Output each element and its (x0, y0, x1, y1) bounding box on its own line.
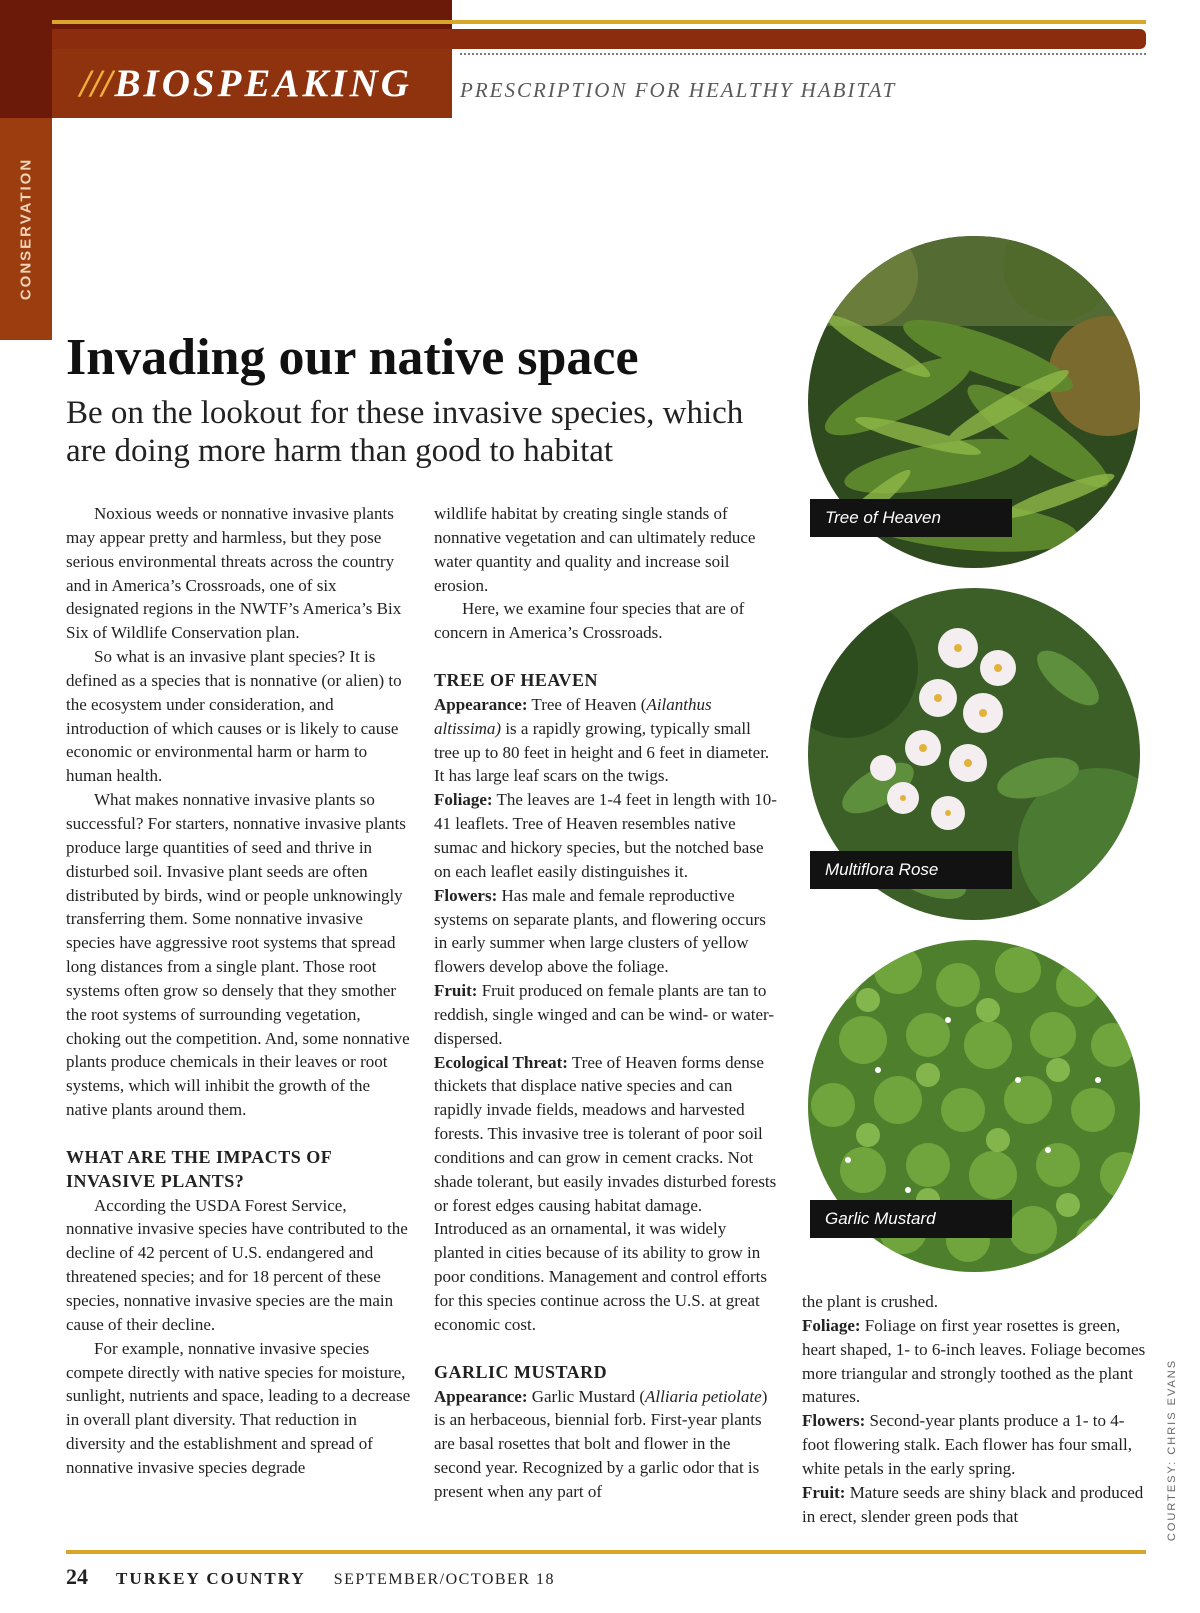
issue-date: SEPTEMBER/OCTOBER 18 (333, 1571, 555, 1588)
field-text: is a rapidly growing, typically small tree up to 80 feet in height and 6 feet in diameter. It has large leaf scars on the twigs. (434, 718, 770, 786)
section-banner (52, 49, 452, 118)
header-gold-rule (52, 20, 1146, 24)
field-text: ) is an herbaceous, biennial forb. First-year plants are basal rosettes that bolt and flower in the second year. Recognized by a garlic odor that is present when any part of (434, 1386, 768, 1501)
article-column-2 (434, 502, 779, 1504)
field-text: Garlic Mustard ( (527, 1386, 646, 1406)
paragraph: So what is an invasive plant species? It is defined as a species that is nonnative (or alien) to the ecosystem under consideration, and introduction of which causes or is likely to cause economic or environmental harm or harm to human health. (66, 647, 402, 786)
field-text: Second-year plants produce a 1- to 4-foot flowering stalk. Each flower has four small, white petals in the early spring. (802, 1411, 1132, 1478)
photo-caption-multiflora-rose: Multiflora Rose (810, 851, 1012, 889)
paragraph: According the USDA Forest Service, nonnative invasive species have contributed to the decline of 42 percent of U.S. endangered and threatened species; and for 18 percent of these species, nonnative invasive species are the main cause of their decline. (66, 1195, 408, 1334)
scientific-name: Alliaria petiolate (645, 1386, 762, 1406)
footer-gold-rule (66, 1550, 1146, 1554)
paragraph: wildlife habitat by creating single stands of nonnative vegetation and can ultimately reduce water quantity and quality and increase soil erosion. (434, 504, 756, 595)
field-text: Has male and female reproductive systems on separate plants, and flowering occurs in early summer when large clusters of yellow flowers develop above the foliage. (434, 885, 766, 977)
paragraph: For example, nonnative invasive species compete directly with native species for moisture, sunlight, nutrients and space, leading to a decrease in overall plant diversity. That reduction in diversity and the establishment and spread of nonnative invasive species degrade (66, 1338, 411, 1477)
side-tab (0, 118, 52, 340)
field-text: Mature seeds are shiny black and produced in erect, slender green pods that (802, 1482, 1144, 1526)
gm-fruit (802, 1481, 1147, 1529)
field-label: Fruit: (434, 981, 478, 1001)
toh-foliage (434, 788, 779, 883)
field-text: Foliage on first year rosettes is green, heart shaped, 1- to 6-inch leaves. Foliage becomes more triangular and strongly toothed as the plant matures. (802, 1315, 1146, 1407)
field-label: Foliage: (434, 790, 493, 810)
field-label: Flowers: (434, 885, 498, 905)
paragraph: What makes nonnative invasive plants so successful? For starters, nonnative invasive plants produce large quantities of seed and thrive in disturbed soil. Invasive plant seeds are often distributed by birds, wind or people unknowingly transferring them. Some nonnative invasive species have aggressive root systems that spread long distances from a single plant. Those root systems often grow so densely that they smother the root systems of surrounding vegetation, choking out the competition. And, some nonnative plants produce chemicals in their leaves or root systems, which will inhibit the growth of the native plants around them. (66, 790, 410, 1120)
section-heading-impacts: WHAT ARE THE IMPACTS OF INVASIVE PLANTS? (66, 1146, 332, 1191)
field-label: Appearance: (434, 694, 528, 714)
gm-flowers (802, 1409, 1147, 1481)
article-column-3 (802, 1290, 1147, 1528)
field-label: Flowers: (802, 1411, 866, 1431)
article-deck: Be on the lookout for these invasive species, which are doing more harm than good to habitat (66, 395, 744, 469)
field-label: Fruit: (802, 1482, 846, 1502)
scientific-name: Ailanthus altissima) (434, 694, 712, 738)
photo-credit: COURTESY: CHRIS EVANS (1166, 1358, 1178, 1542)
toh-fruit (434, 979, 779, 1051)
toh-appearance (434, 693, 779, 788)
field-label: Ecological Threat: (434, 1052, 568, 1072)
page-number: 24 (66, 1564, 88, 1589)
paragraph: Here, we examine four species that are of concern in America’s Crossroads. (434, 599, 745, 643)
gm-foliage (802, 1314, 1147, 1409)
gm-appearance (434, 1385, 779, 1504)
magazine-name: TURKEY COUNTRY (116, 1569, 306, 1588)
toh-threat (434, 1051, 779, 1337)
paragraph: Noxious weeds or nonnative invasive plants may appear pretty and harmless, but they pose serious environmental threats across the country and in America’s Crossroads, one of six designated regions in the NWTF’s America’s Bix Six of Wildlife Conservation plan. (66, 504, 402, 643)
field-text: Fruit produced on female plants are tan to reddish, single winged and can be wind- or water-dispersed. (434, 981, 775, 1048)
section-slashes: /// (80, 62, 113, 105)
field-label: Foliage: (802, 1315, 861, 1335)
photo-caption-tree-of-heaven: Tree of Heaven (810, 499, 1012, 537)
paragraph: the plant is crushed. (802, 1292, 938, 1311)
field-text: Tree of Heaven ( (527, 694, 647, 714)
field-text: The leaves are 1-4 feet in length with 10-41 leaflets. Tree of Heaven resembles native sumac and hickory species, but the notched base on each leaflet easily distinguishes it. (434, 790, 777, 881)
toh-flowers (434, 884, 779, 979)
field-label: Appearance: (434, 1386, 528, 1406)
section-name: BIOSPEAKING (114, 62, 412, 105)
field-text: Tree of Heaven forms dense thickets that displace native species and can rapidly invade fields, meadows and harvested forests. This invasive tree is tolerant of poor soil conditions and can grow in cement cracks. Not shade tolerant, but easily invades disturbed forests or forest edges causing habitat damage. Introduced as an ornamental, it was widely planted in cities because of its ability to grow in poor conditions. Management and control efforts for this species continue across the U.S. at great economic cost. (434, 1052, 777, 1334)
header-corner-block (0, 0, 52, 118)
section-subtitle: PRESCRIPTION FOR HEALTHY HABITAT (460, 78, 897, 102)
header-brown-bar (52, 29, 1146, 49)
section-heading-tree-of-heaven: TREE OF HEAVEN (434, 670, 599, 691)
header-dotted-rule (460, 53, 1146, 55)
article-column-1 (66, 502, 411, 1480)
photo-caption-garlic-mustard: Garlic Mustard (810, 1200, 1012, 1238)
article-headline: Invading our native space (66, 329, 639, 386)
page-footer (66, 1564, 555, 1590)
section-title (80, 61, 412, 106)
section-heading-garlic-mustard: GARLIC MUSTARD (434, 1361, 608, 1382)
side-tab-label: CONSERVATION (17, 157, 35, 301)
